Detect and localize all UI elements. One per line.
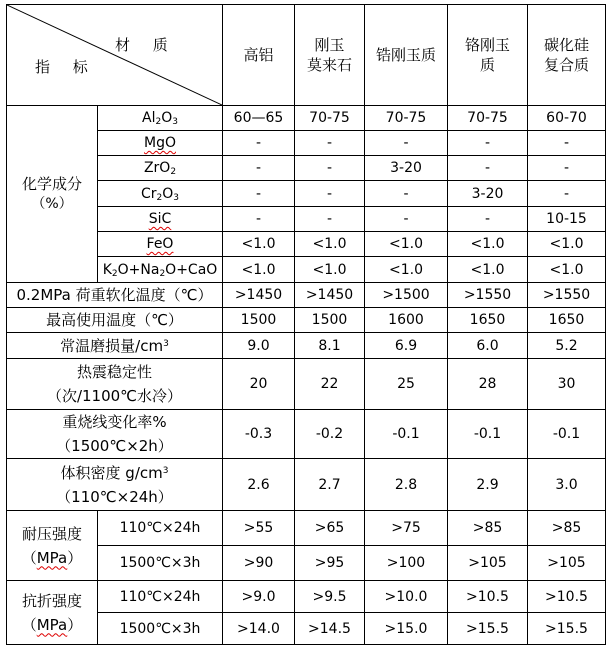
value-cell: 10-15	[528, 207, 606, 232]
value-cell: >10.5	[528, 581, 606, 613]
value-cell: >1450	[223, 283, 295, 308]
property-label-text: 最高使用温度（℃）	[46, 311, 183, 329]
property-row	[7, 410, 606, 459]
value-cell: <1.0	[365, 257, 448, 283]
property-label	[7, 359, 223, 410]
formula-part: FeO	[146, 236, 174, 252]
header-material-label: 材 质	[115, 36, 177, 54]
value-cell: 20	[223, 359, 295, 410]
value-cell: -	[223, 181, 295, 207]
value-cell: >1500	[365, 283, 448, 308]
value-cell: 5.2	[528, 333, 606, 359]
value-cell: >105	[448, 546, 528, 581]
value-cell: 22	[295, 359, 365, 410]
unit-superscript: 3	[162, 465, 169, 476]
value-cell: 30	[528, 359, 606, 410]
property-label-line2: （1500℃×2h）	[56, 437, 173, 455]
property-label-line1	[7, 362, 222, 382]
compound-label	[98, 106, 223, 131]
compound-label	[98, 257, 223, 283]
property-label-text: 体积密度 g/cm	[60, 463, 163, 482]
property-label-line2: （次/1100℃水冷）	[46, 387, 183, 405]
condition-label: 110℃×24h	[98, 581, 223, 613]
value-cell: <1.0	[295, 232, 365, 257]
value-cell: 2.8	[365, 459, 448, 511]
value-cell: 6.0	[448, 333, 528, 359]
formula-subscript: 2	[156, 192, 163, 203]
compound-label	[98, 232, 223, 257]
value-cell: 2.9	[448, 459, 528, 511]
value-cell: >9.5	[295, 581, 365, 613]
unit-paren: （	[21, 615, 37, 634]
value-cell: -0.2	[295, 410, 365, 459]
value-cell: 70-75	[365, 106, 448, 131]
unit-paren: ）	[67, 615, 83, 634]
value-cell: >9.0	[223, 581, 295, 613]
header-indicator-label: 指 标	[35, 58, 97, 76]
material-name: 碳化硅	[543, 36, 589, 54]
value-cell: 3-20	[365, 156, 448, 181]
value-cell: -	[295, 207, 365, 232]
material-name-line2: 复合质	[543, 56, 589, 74]
unit-paren: （	[21, 548, 37, 567]
value-cell: >105	[528, 546, 606, 581]
formula-subscript: 3	[172, 117, 178, 127]
value-cell: >15.5	[448, 613, 528, 645]
value-cell: <1.0	[365, 232, 448, 257]
value-cell: -	[223, 207, 295, 232]
value-cell: 6.9	[365, 333, 448, 359]
condition-label: 110℃×24h	[98, 511, 223, 546]
value-cell: 3-20	[448, 181, 528, 207]
value-cell: >14.0	[223, 613, 295, 645]
condition-label: 1500℃×3h	[98, 546, 223, 581]
compressive-strength-label	[7, 511, 98, 581]
compressive-strength-row	[7, 511, 606, 546]
chem-group-unit: （%）	[31, 196, 73, 212]
formula-part: SiC	[148, 211, 172, 227]
property-row	[7, 359, 606, 410]
property-row	[7, 459, 606, 511]
compound-label	[98, 207, 223, 232]
material-name: 高铝	[243, 46, 274, 64]
value-cell: -	[365, 207, 448, 232]
material-name: 铬刚玉	[464, 36, 510, 54]
formula-subscript: 2	[155, 117, 162, 127]
value-cell: 1500	[223, 308, 295, 333]
property-label	[7, 459, 223, 511]
unit-superscript: 3	[163, 338, 169, 349]
property-label	[7, 308, 223, 333]
chem-group-label	[7, 106, 98, 283]
unit-text: MPa	[36, 615, 68, 634]
formula-subscript: 2	[111, 268, 118, 279]
material-name: 锆刚玉质	[375, 46, 436, 64]
property-label-line1	[7, 463, 222, 483]
value-cell: <1.0	[528, 232, 606, 257]
property-label-text: 常温磨损量/cm	[60, 336, 164, 355]
value-cell: >1550	[528, 283, 606, 308]
property-label-text: 热震稳定性	[76, 363, 152, 381]
value-cell: >1550	[448, 283, 528, 308]
value-cell: >14.5	[295, 613, 365, 645]
value-cell: 8.1	[295, 333, 365, 359]
value-cell: -0.1	[528, 410, 606, 459]
material-header-corundum-mullite	[295, 5, 365, 106]
material-header-chrome-corundum	[448, 5, 528, 106]
value-cell: >90	[223, 546, 295, 581]
value-cell: >15.0	[365, 613, 448, 645]
value-cell: -0.1	[365, 410, 448, 459]
flexural-strength-unit	[7, 615, 97, 635]
value-cell: >65	[295, 511, 365, 546]
value-cell: 1600	[365, 308, 448, 333]
formula-part: O	[162, 185, 174, 202]
value-cell: 1650	[528, 308, 606, 333]
compressive-strength-unit	[7, 548, 97, 568]
property-row	[7, 283, 606, 308]
material-name: 刚玉	[314, 36, 345, 54]
value-cell: 60—65	[223, 106, 295, 131]
formula-part: O	[161, 110, 173, 126]
formula-part: O+Na	[117, 261, 160, 278]
value-cell: >100	[365, 546, 448, 581]
value-cell: 2.6	[223, 459, 295, 511]
compound-label	[98, 181, 223, 207]
value-cell: 1650	[448, 308, 528, 333]
unit-paren: ）	[67, 548, 83, 567]
compressive-strength-title: 耐压强度	[21, 524, 82, 543]
material-name-line2: 莫来石	[306, 56, 352, 74]
formula-part: ZrO	[143, 160, 171, 176]
value-cell: 60-70	[528, 106, 606, 131]
property-label-line1	[7, 412, 222, 432]
property-label-line2: （110℃×24h）	[56, 487, 173, 506]
chem-group-title: 化学成分	[21, 175, 82, 193]
refractory-properties-table	[6, 4, 606, 645]
value-cell: >15.5	[528, 613, 606, 645]
header-row	[7, 5, 606, 106]
value-cell: -	[365, 181, 448, 207]
property-label	[7, 283, 223, 308]
value-cell: 2.7	[295, 459, 365, 511]
material-header-high-alumina	[223, 5, 295, 106]
material-name-line2: 质	[479, 56, 495, 74]
value-cell: -	[528, 181, 606, 207]
value-cell: <1.0	[223, 232, 295, 257]
formula-subscript: 2	[159, 268, 166, 279]
value-cell: >85	[448, 511, 528, 546]
property-label-line1	[7, 336, 222, 356]
formula-part: O+CaO	[165, 261, 218, 278]
compound-label	[98, 131, 223, 156]
value-cell: -	[528, 131, 606, 156]
value-cell: -	[295, 181, 365, 207]
header-diagonal-cell	[7, 5, 223, 106]
value-cell: <1.0	[448, 257, 528, 283]
formula-part: K	[102, 261, 112, 278]
property-label	[7, 333, 223, 359]
condition-label: 1500℃×3h	[98, 613, 223, 645]
value-cell: -	[295, 131, 365, 156]
property-label-line1	[7, 310, 222, 330]
diagonal-divider	[7, 5, 222, 105]
value-cell: 70-75	[448, 106, 528, 131]
value-cell: >95	[295, 546, 365, 581]
formula-subscript: 3	[173, 192, 180, 203]
value-cell: -	[223, 131, 295, 156]
value-cell: 25	[365, 359, 448, 410]
value-cell: -0.1	[448, 410, 528, 459]
value-cell: >10.5	[448, 581, 528, 613]
chem-row	[7, 106, 606, 131]
unit-text: MPa	[36, 548, 68, 567]
value-cell: >1450	[295, 283, 365, 308]
material-header-zirconia-corundum	[365, 5, 448, 106]
value-cell: <1.0	[448, 232, 528, 257]
value-cell: <1.0	[295, 257, 365, 283]
value-cell: -	[448, 131, 528, 156]
value-cell: -	[528, 156, 606, 181]
formula-subscript: 2	[170, 167, 177, 177]
value-cell: >10.0	[365, 581, 448, 613]
value-cell: >55	[223, 511, 295, 546]
flexural-strength-label	[7, 581, 98, 645]
compound-label	[98, 156, 223, 181]
flexural-strength-title: 抗折强度	[21, 591, 82, 610]
property-row	[7, 308, 606, 333]
value-cell: 3.0	[528, 459, 606, 511]
material-header-silicon-carbide	[528, 5, 606, 106]
value-cell: -	[365, 131, 448, 156]
value-cell: <1.0	[528, 257, 606, 283]
value-cell: >75	[365, 511, 448, 546]
value-cell: 9.0	[223, 333, 295, 359]
property-label-line1	[7, 285, 222, 305]
value-cell: -	[295, 156, 365, 181]
formula-part: MgO	[144, 135, 176, 151]
value-cell: 28	[448, 359, 528, 410]
property-label-text: 0.2MPa 荷重软化温度（℃）	[16, 286, 213, 304]
value-cell: -	[223, 156, 295, 181]
property-label	[7, 410, 223, 459]
value-cell: 1500	[295, 308, 365, 333]
formula-part: Al	[142, 110, 156, 126]
value-cell: <1.0	[223, 257, 295, 283]
property-row	[7, 333, 606, 359]
value-cell: >85	[528, 511, 606, 546]
value-cell: -0.3	[223, 410, 295, 459]
flexural-strength-row	[7, 581, 606, 613]
value-cell: -	[448, 207, 528, 232]
formula-part: Cr	[140, 185, 157, 202]
property-label-text: 重烧线变化率%	[62, 413, 167, 431]
value-cell: 70-75	[295, 106, 365, 131]
value-cell: -	[448, 156, 528, 181]
